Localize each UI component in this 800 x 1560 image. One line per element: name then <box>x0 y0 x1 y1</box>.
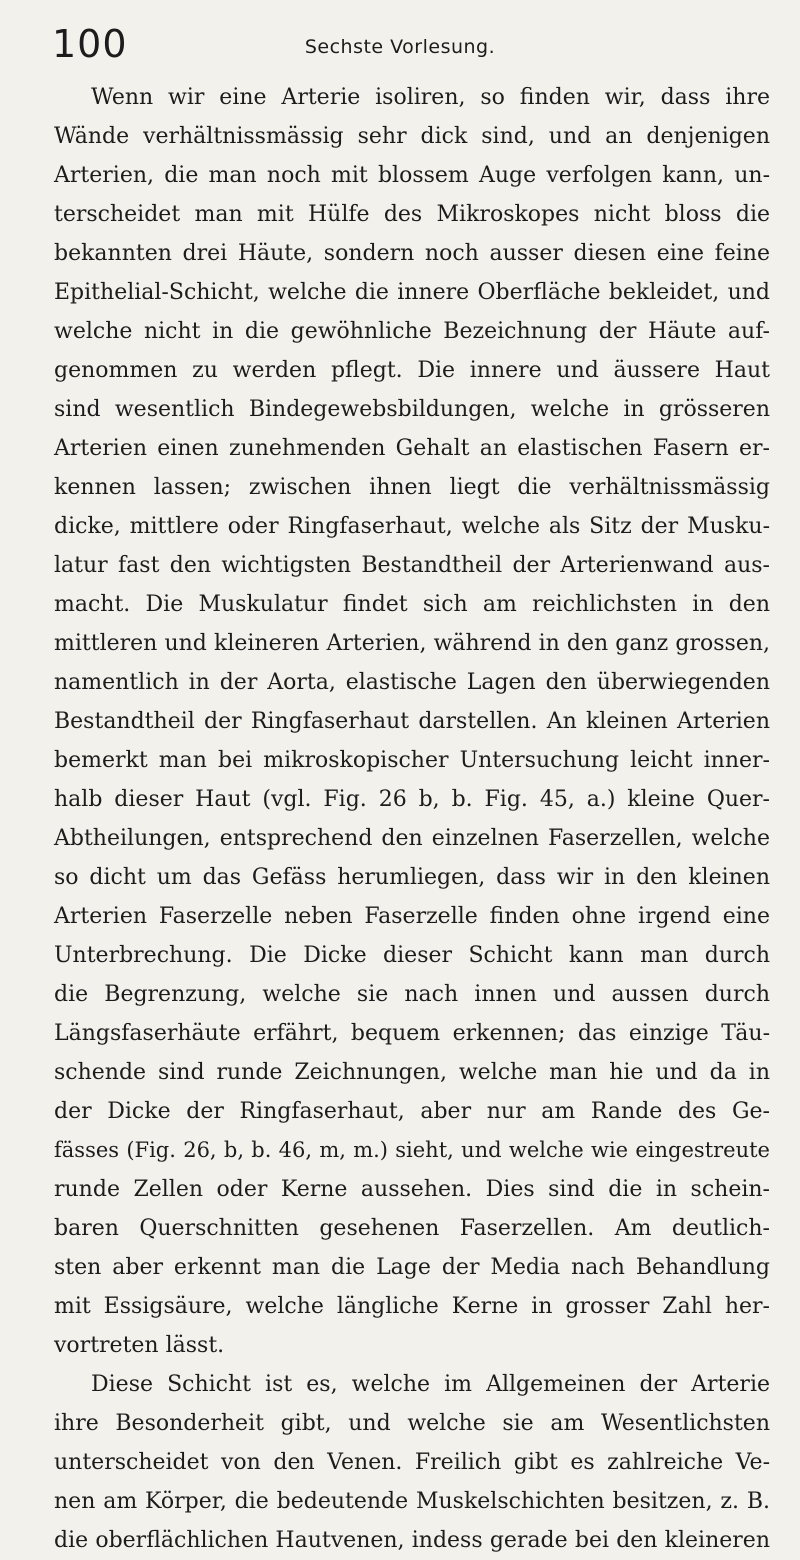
text-line: Abtheilungen, entsprechend den einzelnen Faserzellen, welche <box>54 826 770 851</box>
text-line: Arterien einen zunehmenden Gehalt an elastischen Fasern er- <box>54 436 770 461</box>
text-line: sten aber erkennt man die Lage der Media nach Behandlung <box>54 1255 770 1280</box>
text-line: bemerkt man bei mikroskopischer Untersuchung leicht inner- <box>54 748 770 773</box>
text-line: Bestandtheil der Ringfaserhaut darstellen. An kleinen Arterien <box>54 709 770 734</box>
text-line: dicke, mittlere oder Ringfaserhaut, welche als Sitz der Musku- <box>54 514 770 539</box>
text-line: ihre Besonderheit gibt, und welche sie am Wesentlichsten <box>54 1411 770 1436</box>
text-line: baren Querschnitten gesehenen Faserzellen. Am deutlich- <box>54 1216 770 1241</box>
text-line: runde Zellen oder Kerne aussehen. Dies sind die in schein- <box>54 1177 770 1202</box>
text-line: Epithelial-Schicht, welche die innere Oberfläche bekleidet, und <box>54 280 770 305</box>
text-line: sind wesentlich Bindegewebsbildungen, welche in grösseren <box>54 397 770 422</box>
text-line: bekannten drei Häute, sondern noch ausser diesen eine feine <box>54 241 770 266</box>
text-line: die Begrenzung, welche sie nach innen und aussen durch <box>54 982 770 1007</box>
text-line: schende sind runde Zeichnungen, welche man hie und da in <box>54 1060 770 1085</box>
text-line: fässes (Fig. 26, b, b. 46, m, m.) sieht, und welche wie eingestreute <box>54 1138 770 1162</box>
text-line: Arterien, die man noch mit blossem Auge verfolgen kann, un- <box>54 163 770 188</box>
text-line: kennen lassen; zwischen ihnen liegt die verhältnissmässig <box>54 475 770 500</box>
text-line: unterscheidet von den Venen. Freilich gibt es zahlreiche Ve- <box>54 1450 770 1475</box>
text-line: vortreten lässt. <box>54 1333 225 1358</box>
text-line: nen am Körper, die bedeutende Muskelschichten besitzen, z. B. <box>54 1489 770 1514</box>
text-line: halb dieser Haut (vgl. Fig. 26 b, b. Fig. 45, a.) kleine Quer- <box>54 787 770 812</box>
text-line: Längsfaserhäute erfährt, bequem erkennen; das einzige Täu- <box>54 1021 770 1046</box>
body-text <box>54 78 770 1560</box>
text-line: welche nicht in die gewöhnliche Bezeichnung der Häute auf- <box>54 319 770 344</box>
text-line: die oberflächlichen Hautvenen, indess gerade bei den kleineren <box>54 1528 770 1553</box>
text-line: macht. Die Muskulatur findet sich am reichlichsten in den <box>54 592 770 617</box>
text-line: latur fast den wichtigsten Bestandtheil der Arterienwand aus- <box>54 553 770 578</box>
text-line: terscheidet man mit Hülfe des Mikroskopes nicht bloss die <box>54 202 770 227</box>
text-line: Arterien Faserzelle neben Faserzelle finden ohne irgend eine <box>54 904 770 929</box>
text-line: Wenn wir eine Arterie isoliren, so finden wir, dass ihre <box>91 85 770 110</box>
page-number: 100 <box>52 22 128 66</box>
text-line: namentlich in der Aorta, elastische Lagen den überwiegenden <box>54 670 770 695</box>
text-line: Wände verhältnissmässig sehr dick sind, und an denjenigen <box>54 124 770 149</box>
text-line: so dicht um das Gefäss herumliegen, dass wir in den kleinen <box>54 865 770 890</box>
text-line: Unterbrechung. Die Dicke dieser Schicht kann man durch <box>54 943 770 968</box>
text-line: genommen zu werden pflegt. Die innere und äussere Haut <box>54 358 770 383</box>
text-line: mit Essigsäure, welche längliche Kerne in grosser Zahl her- <box>54 1294 770 1319</box>
text-line: der Dicke der Ringfaserhaut, aber nur am Rande des Ge- <box>54 1099 770 1124</box>
running-head: Sechste Vorlesung. <box>304 36 496 58</box>
text-line: mittleren und kleineren Arterien, während in den ganz grossen, <box>54 631 770 656</box>
text-line: Diese Schicht ist es, welche im Allgemeinen der Arterie <box>91 1372 770 1397</box>
